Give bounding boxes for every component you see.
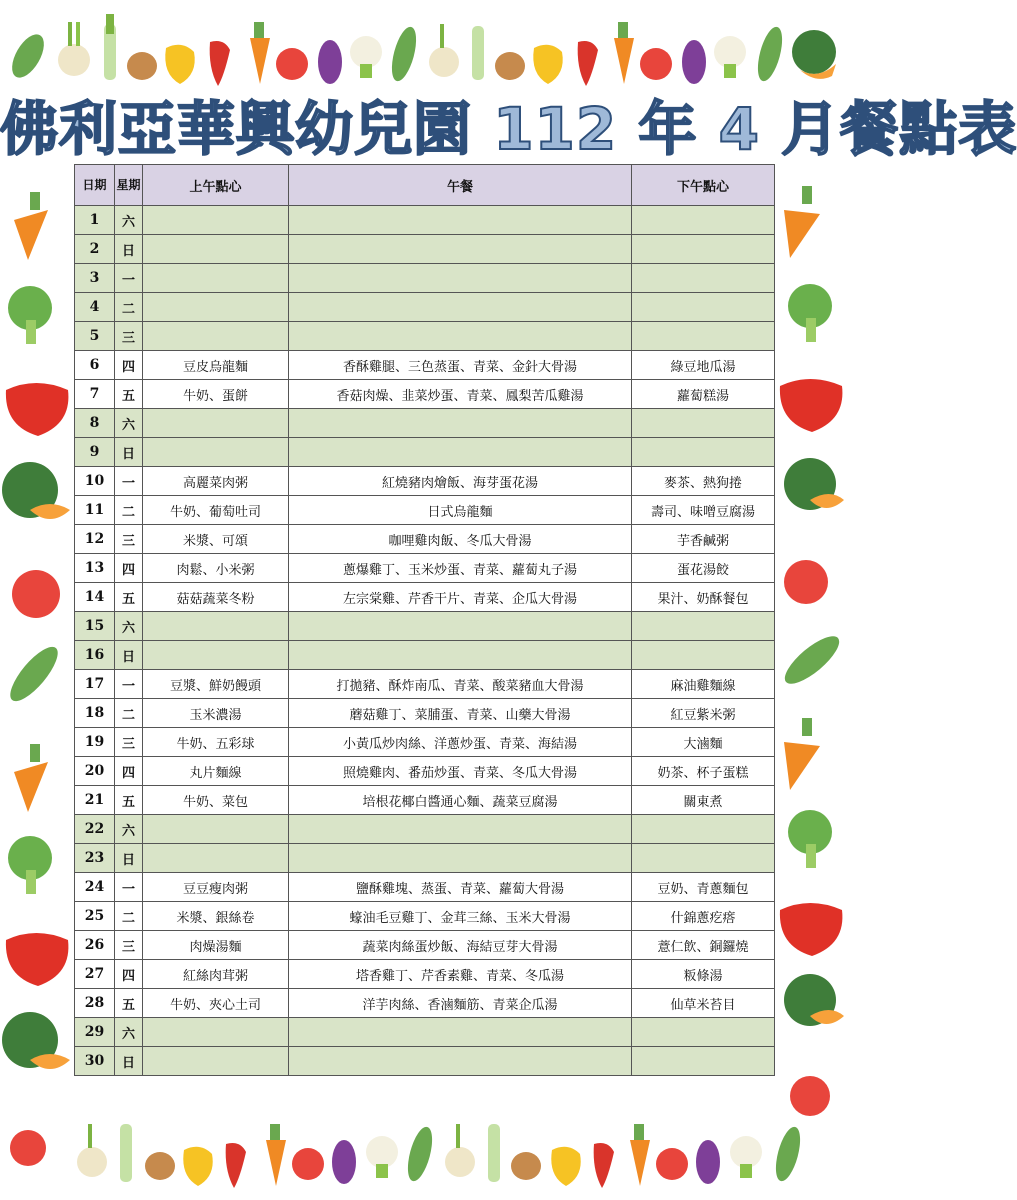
- table-row: [75, 496, 775, 525]
- lunch-cell: [289, 293, 632, 322]
- afternoon-snack-cell: 綠豆地瓜湯: [632, 351, 775, 380]
- cucumber-icon: [403, 1124, 437, 1183]
- afternoon-snack-cell: [632, 844, 775, 873]
- day-cell: 11: [75, 496, 115, 525]
- left-vegetable-border: [0, 180, 74, 1100]
- lunch-cell: 左宗棠雞、芹香干片、青菜、企瓜大骨湯: [289, 583, 632, 612]
- afternoon-snack-cell: [632, 206, 775, 235]
- day-cell: 16: [75, 641, 115, 670]
- day-cell: 24: [75, 873, 115, 902]
- afternoon-snack-cell: 麥茶、熱狗捲: [632, 467, 775, 496]
- eggplant-icon: [332, 1140, 356, 1184]
- day-cell: 8: [75, 409, 115, 438]
- morning-snack-cell: 牛奶、葡萄吐司: [143, 496, 289, 525]
- table-row: [75, 815, 775, 844]
- weekday-cell: 六: [115, 206, 143, 235]
- day-cell: 6: [75, 351, 115, 380]
- afternoon-snack-cell: [632, 409, 775, 438]
- broccoli-icon: [788, 284, 832, 342]
- weekday-cell: 四: [115, 554, 143, 583]
- day-cell: 7: [75, 380, 115, 409]
- table-row: [75, 786, 775, 815]
- table-row: [75, 206, 775, 235]
- table-row: [75, 728, 775, 757]
- afternoon-snack-cell: [632, 322, 775, 351]
- lunch-cell: [289, 206, 632, 235]
- table-row: [75, 409, 775, 438]
- table-header-row: [75, 165, 775, 206]
- morning-snack-cell: [143, 409, 289, 438]
- table-row: [75, 351, 775, 380]
- morning-snack-cell: [143, 1047, 289, 1076]
- table-row: [75, 438, 775, 467]
- morning-snack-cell: 牛奶、五彩球: [143, 728, 289, 757]
- afternoon-snack-cell: 蛋花湯餃: [632, 554, 775, 583]
- table-row: [75, 467, 775, 496]
- weekday-cell: 四: [115, 960, 143, 989]
- lunch-cell: 日式烏龍麵: [289, 496, 632, 525]
- morning-snack-cell: [143, 1018, 289, 1047]
- morning-snack-cell: 玉米濃湯: [143, 699, 289, 728]
- cucumber-icon: [753, 24, 787, 83]
- day-cell: 18: [75, 699, 115, 728]
- weekday-cell: 二: [115, 699, 143, 728]
- table-row: [75, 844, 775, 873]
- afternoon-snack-cell: 豆奶、青蔥麵包: [632, 873, 775, 902]
- weekday-cell: 五: [115, 786, 143, 815]
- morning-snack-cell: [143, 815, 289, 844]
- lunch-cell: [289, 264, 632, 293]
- pumpkin-icon: [2, 1012, 70, 1069]
- morning-snack-cell: 菇菇蔬菜冬粉: [143, 583, 289, 612]
- broccoli-icon: [788, 810, 832, 868]
- header-afternoon-snack: 下午點心: [632, 165, 775, 206]
- day-cell: 26: [75, 931, 115, 960]
- cauliflower-icon: [350, 36, 382, 78]
- weekday-cell: 五: [115, 583, 143, 612]
- carrot-icon: [14, 744, 48, 812]
- pumpkin-icon: [784, 974, 844, 1026]
- chili-icon: [594, 1143, 614, 1188]
- day-cell: 1: [75, 206, 115, 235]
- weekday-cell: 一: [115, 264, 143, 293]
- table-row: [75, 931, 775, 960]
- bell-pepper-icon: [780, 379, 843, 432]
- weekday-cell: 日: [115, 1047, 143, 1076]
- morning-snack-cell: [143, 438, 289, 467]
- morning-snack-cell: 豆漿、鮮奶饅頭: [143, 670, 289, 699]
- tomato-icon: [656, 1148, 688, 1180]
- lunch-cell: [289, 438, 632, 467]
- day-cell: 27: [75, 960, 115, 989]
- lunch-cell: 香菇肉燥、韭菜炒蛋、青菜、鳳梨苦瓜雞湯: [289, 380, 632, 409]
- lunch-cell: [289, 612, 632, 641]
- lunch-cell: [289, 641, 632, 670]
- table-row: [75, 641, 775, 670]
- broccoli-icon: [8, 286, 52, 344]
- lunch-cell: [289, 844, 632, 873]
- table-row: [75, 322, 775, 351]
- morning-snack-cell: [143, 293, 289, 322]
- afternoon-snack-cell: 紅豆紫米粥: [632, 699, 775, 728]
- morning-snack-cell: 肉鬆、小米粥: [143, 554, 289, 583]
- pumpkin-icon: [2, 462, 70, 519]
- day-cell: 17: [75, 670, 115, 699]
- pepper-icon: [551, 1147, 580, 1186]
- weekday-cell: 六: [115, 409, 143, 438]
- lunch-cell: [289, 322, 632, 351]
- morning-snack-cell: 牛奶、菜包: [143, 786, 289, 815]
- header-morning-snack: 上午點心: [143, 165, 289, 206]
- chili-icon: [210, 41, 230, 86]
- table-row: [75, 264, 775, 293]
- header-weekday: 星期: [115, 165, 143, 206]
- pepper-icon: [533, 45, 562, 84]
- weekday-cell: 日: [115, 438, 143, 467]
- cucumber-icon: [3, 640, 65, 708]
- day-cell: 19: [75, 728, 115, 757]
- table-row: [75, 1047, 775, 1076]
- lunch-cell: [289, 815, 632, 844]
- table-row: [75, 293, 775, 322]
- day-cell: 10: [75, 467, 115, 496]
- lunch-cell: 小黃瓜炒肉絲、洋蔥炒蛋、青菜、海結湯: [289, 728, 632, 757]
- lunch-cell: [289, 1047, 632, 1076]
- lunch-cell: 紅燒豬肉燴飯、海芽蛋花湯: [289, 467, 632, 496]
- afternoon-snack-cell: 大滷麵: [632, 728, 775, 757]
- weekday-cell: 三: [115, 525, 143, 554]
- tomato-icon: [292, 1148, 324, 1180]
- page-title: 佛利亞華興幼兒園 112 年 4 月餐點表: [0, 95, 1017, 163]
- lunch-cell: 蘑菇雞丁、菜脯蛋、青菜、山藥大骨湯: [289, 699, 632, 728]
- carrot-icon: [14, 192, 48, 260]
- day-cell: 28: [75, 989, 115, 1018]
- table-row: [75, 583, 775, 612]
- weekday-cell: 日: [115, 844, 143, 873]
- table-body: [75, 206, 775, 1076]
- bottom-vegetable-border: [0, 1110, 848, 1190]
- morning-snack-cell: 牛奶、蛋餅: [143, 380, 289, 409]
- potato-icon: [495, 52, 525, 80]
- day-cell: 23: [75, 844, 115, 873]
- potato-icon: [145, 1152, 175, 1180]
- weekday-cell: 四: [115, 757, 143, 786]
- lunch-cell: 蔬菜肉絲蛋炒飯、海結豆芽大骨湯: [289, 931, 632, 960]
- afternoon-snack-cell: 薏仁飲、銅鑼燒: [632, 931, 775, 960]
- day-cell: 13: [75, 554, 115, 583]
- onion-icon: [77, 1124, 107, 1177]
- vegetable-illustrations-top: [0, 8, 848, 88]
- pepper-icon: [165, 45, 194, 84]
- leek-icon: [472, 26, 484, 80]
- leek-icon: [488, 1124, 500, 1182]
- bell-pepper-icon: [6, 933, 69, 986]
- morning-snack-cell: [143, 612, 289, 641]
- day-cell: 29: [75, 1018, 115, 1047]
- weekday-cell: 六: [115, 815, 143, 844]
- day-cell: 21: [75, 786, 115, 815]
- morning-snack-cell: 牛奶、夾心土司: [143, 989, 289, 1018]
- day-cell: 15: [75, 612, 115, 641]
- bell-pepper-icon: [6, 383, 69, 436]
- afternoon-snack-cell: [632, 1047, 775, 1076]
- header-day: 日期: [75, 165, 115, 206]
- morning-snack-cell: 高麗菜肉粥: [143, 467, 289, 496]
- pepper-icon: [183, 1147, 212, 1186]
- carrot-icon: [250, 22, 270, 84]
- weekday-cell: 日: [115, 235, 143, 264]
- day-cell: 12: [75, 525, 115, 554]
- table-row: [75, 873, 775, 902]
- morning-snack-cell: [143, 264, 289, 293]
- lunch-cell: 照燒雞肉、番茄炒蛋、青菜、冬瓜大骨湯: [289, 757, 632, 786]
- lunch-cell: 打拋豬、酥炸南瓜、青菜、酸菜豬血大骨湯: [289, 670, 632, 699]
- afternoon-snack-cell: [632, 293, 775, 322]
- potato-icon: [511, 1152, 541, 1180]
- weekday-cell: 二: [115, 496, 143, 525]
- afternoon-snack-cell: [632, 438, 775, 467]
- day-cell: 30: [75, 1047, 115, 1076]
- afternoon-snack-cell: 芋香鹹粥: [632, 525, 775, 554]
- morning-snack-cell: [143, 235, 289, 264]
- weekday-cell: 一: [115, 670, 143, 699]
- day-cell: 2: [75, 235, 115, 264]
- weekday-cell: 二: [115, 902, 143, 931]
- carrot-icon: [266, 1124, 286, 1186]
- morning-snack-cell: [143, 206, 289, 235]
- cauliflower-icon: [714, 36, 746, 78]
- onion-icon: [429, 24, 459, 77]
- day-cell: 14: [75, 583, 115, 612]
- onion-icon: [445, 1124, 475, 1177]
- carrot-icon: [630, 1124, 650, 1186]
- day-cell: 20: [75, 757, 115, 786]
- pumpkin-icon: [792, 30, 836, 79]
- day-cell: 4: [75, 293, 115, 322]
- weekday-cell: 三: [115, 728, 143, 757]
- table-row: [75, 757, 775, 786]
- cucumber-icon: [771, 1124, 805, 1183]
- weekday-cell: 六: [115, 1018, 143, 1047]
- weekday-cell: 四: [115, 351, 143, 380]
- vegetable-illustrations-bottom: [0, 1110, 848, 1190]
- day-cell: 25: [75, 902, 115, 931]
- table-row: [75, 612, 775, 641]
- afternoon-snack-cell: 奶茶、杯子蛋糕: [632, 757, 775, 786]
- weekday-cell: 日: [115, 641, 143, 670]
- lunch-cell: [289, 235, 632, 264]
- lunch-cell: 香酥雞腿、三色蒸蛋、青菜、金針大骨湯: [289, 351, 632, 380]
- chili-icon: [578, 41, 598, 86]
- day-cell: 5: [75, 322, 115, 351]
- afternoon-snack-cell: [632, 235, 775, 264]
- eggplant-icon: [318, 40, 342, 84]
- onion-icon: [58, 22, 90, 76]
- meal-menu-table: [74, 164, 775, 1076]
- table-row: [75, 554, 775, 583]
- lunch-cell: [289, 1018, 632, 1047]
- afternoon-snack-cell: [632, 1018, 775, 1047]
- lunch-cell: 蔥爆雞丁、玉米炒蛋、青菜、蘿蔔丸子湯: [289, 554, 632, 583]
- pumpkin-icon: [784, 458, 844, 510]
- weekday-cell: 五: [115, 989, 143, 1018]
- tomato-icon: [12, 570, 60, 618]
- afternoon-snack-cell: 粄條湯: [632, 960, 775, 989]
- carrot-icon: [784, 186, 820, 258]
- leek-icon: [120, 1124, 132, 1182]
- day-cell: 3: [75, 264, 115, 293]
- weekday-cell: 一: [115, 873, 143, 902]
- header-lunch: 午餐: [289, 165, 632, 206]
- afternoon-snack-cell: 果汁、奶酥餐包: [632, 583, 775, 612]
- table-row: [75, 902, 775, 931]
- lunch-cell: 鹽酥雞塊、蒸蛋、青菜、蘿蔔大骨湯: [289, 873, 632, 902]
- morning-snack-cell: 豆豆瘦肉粥: [143, 873, 289, 902]
- cauliflower-icon: [730, 1136, 762, 1178]
- tomato-icon: [10, 1130, 46, 1166]
- weekday-cell: 三: [115, 931, 143, 960]
- eggplant-icon: [696, 1140, 720, 1184]
- table-row: [75, 380, 775, 409]
- cucumber-icon: [387, 24, 421, 83]
- afternoon-snack-cell: 麻油雞麵線: [632, 670, 775, 699]
- cucumber-icon: [6, 29, 51, 83]
- lunch-cell: 洋芋肉絲、香滷麵筋、青菜企瓜湯: [289, 989, 632, 1018]
- afternoon-snack-cell: [632, 264, 775, 293]
- cucumber-icon: [778, 629, 846, 691]
- weekday-cell: 六: [115, 612, 143, 641]
- lunch-cell: 塔香雞丁、芹香素雞、青菜、冬瓜湯: [289, 960, 632, 989]
- morning-snack-cell: 紅絲肉茸粥: [143, 960, 289, 989]
- chili-icon: [226, 1143, 246, 1188]
- morning-snack-cell: 米漿、銀絲卷: [143, 902, 289, 931]
- table-row: [75, 525, 775, 554]
- lunch-cell: 蠔油毛豆雞丁、金茸三絲、玉米大骨湯: [289, 902, 632, 931]
- day-cell: 22: [75, 815, 115, 844]
- lunch-cell: 培根花椰白醬通心麵、蔬菜豆腐湯: [289, 786, 632, 815]
- lunch-cell: [289, 409, 632, 438]
- table-row: [75, 960, 775, 989]
- broccoli-icon: [8, 836, 52, 894]
- morning-snack-cell: 米漿、可頌: [143, 525, 289, 554]
- table-row: [75, 1018, 775, 1047]
- cauliflower-icon: [366, 1136, 398, 1178]
- afternoon-snack-cell: [632, 612, 775, 641]
- bell-pepper-icon: [780, 903, 843, 956]
- morning-snack-cell: [143, 844, 289, 873]
- afternoon-snack-cell: [632, 641, 775, 670]
- weekday-cell: 一: [115, 467, 143, 496]
- leek-icon: [104, 14, 116, 80]
- tomato-icon: [276, 48, 308, 80]
- carrot-icon: [784, 718, 820, 790]
- morning-snack-cell: 豆皮烏龍麵: [143, 351, 289, 380]
- morning-snack-cell: [143, 322, 289, 351]
- morning-snack-cell: [143, 641, 289, 670]
- table-row: [75, 670, 775, 699]
- potato-icon: [127, 52, 157, 80]
- right-vegetable-border: [774, 180, 848, 1120]
- morning-snack-cell: 丸片麵線: [143, 757, 289, 786]
- eggplant-icon: [682, 40, 706, 84]
- weekday-cell: 五: [115, 380, 143, 409]
- table-row: [75, 989, 775, 1018]
- afternoon-snack-cell: [632, 815, 775, 844]
- carrot-icon: [614, 22, 634, 84]
- table-row: [75, 699, 775, 728]
- afternoon-snack-cell: 蘿蔔糕湯: [632, 380, 775, 409]
- tomato-icon: [640, 48, 672, 80]
- table-row: [75, 235, 775, 264]
- afternoon-snack-cell: 什錦蔥疙瘩: [632, 902, 775, 931]
- tomato-icon: [784, 560, 828, 604]
- day-cell: 9: [75, 438, 115, 467]
- weekday-cell: 二: [115, 293, 143, 322]
- morning-snack-cell: 肉燥湯麵: [143, 931, 289, 960]
- afternoon-snack-cell: 關東煮: [632, 786, 775, 815]
- afternoon-snack-cell: 壽司、味噌豆腐湯: [632, 496, 775, 525]
- lunch-cell: 咖哩雞肉飯、冬瓜大骨湯: [289, 525, 632, 554]
- afternoon-snack-cell: 仙草米苔目: [632, 989, 775, 1018]
- weekday-cell: 三: [115, 322, 143, 351]
- top-vegetable-border: [0, 8, 848, 88]
